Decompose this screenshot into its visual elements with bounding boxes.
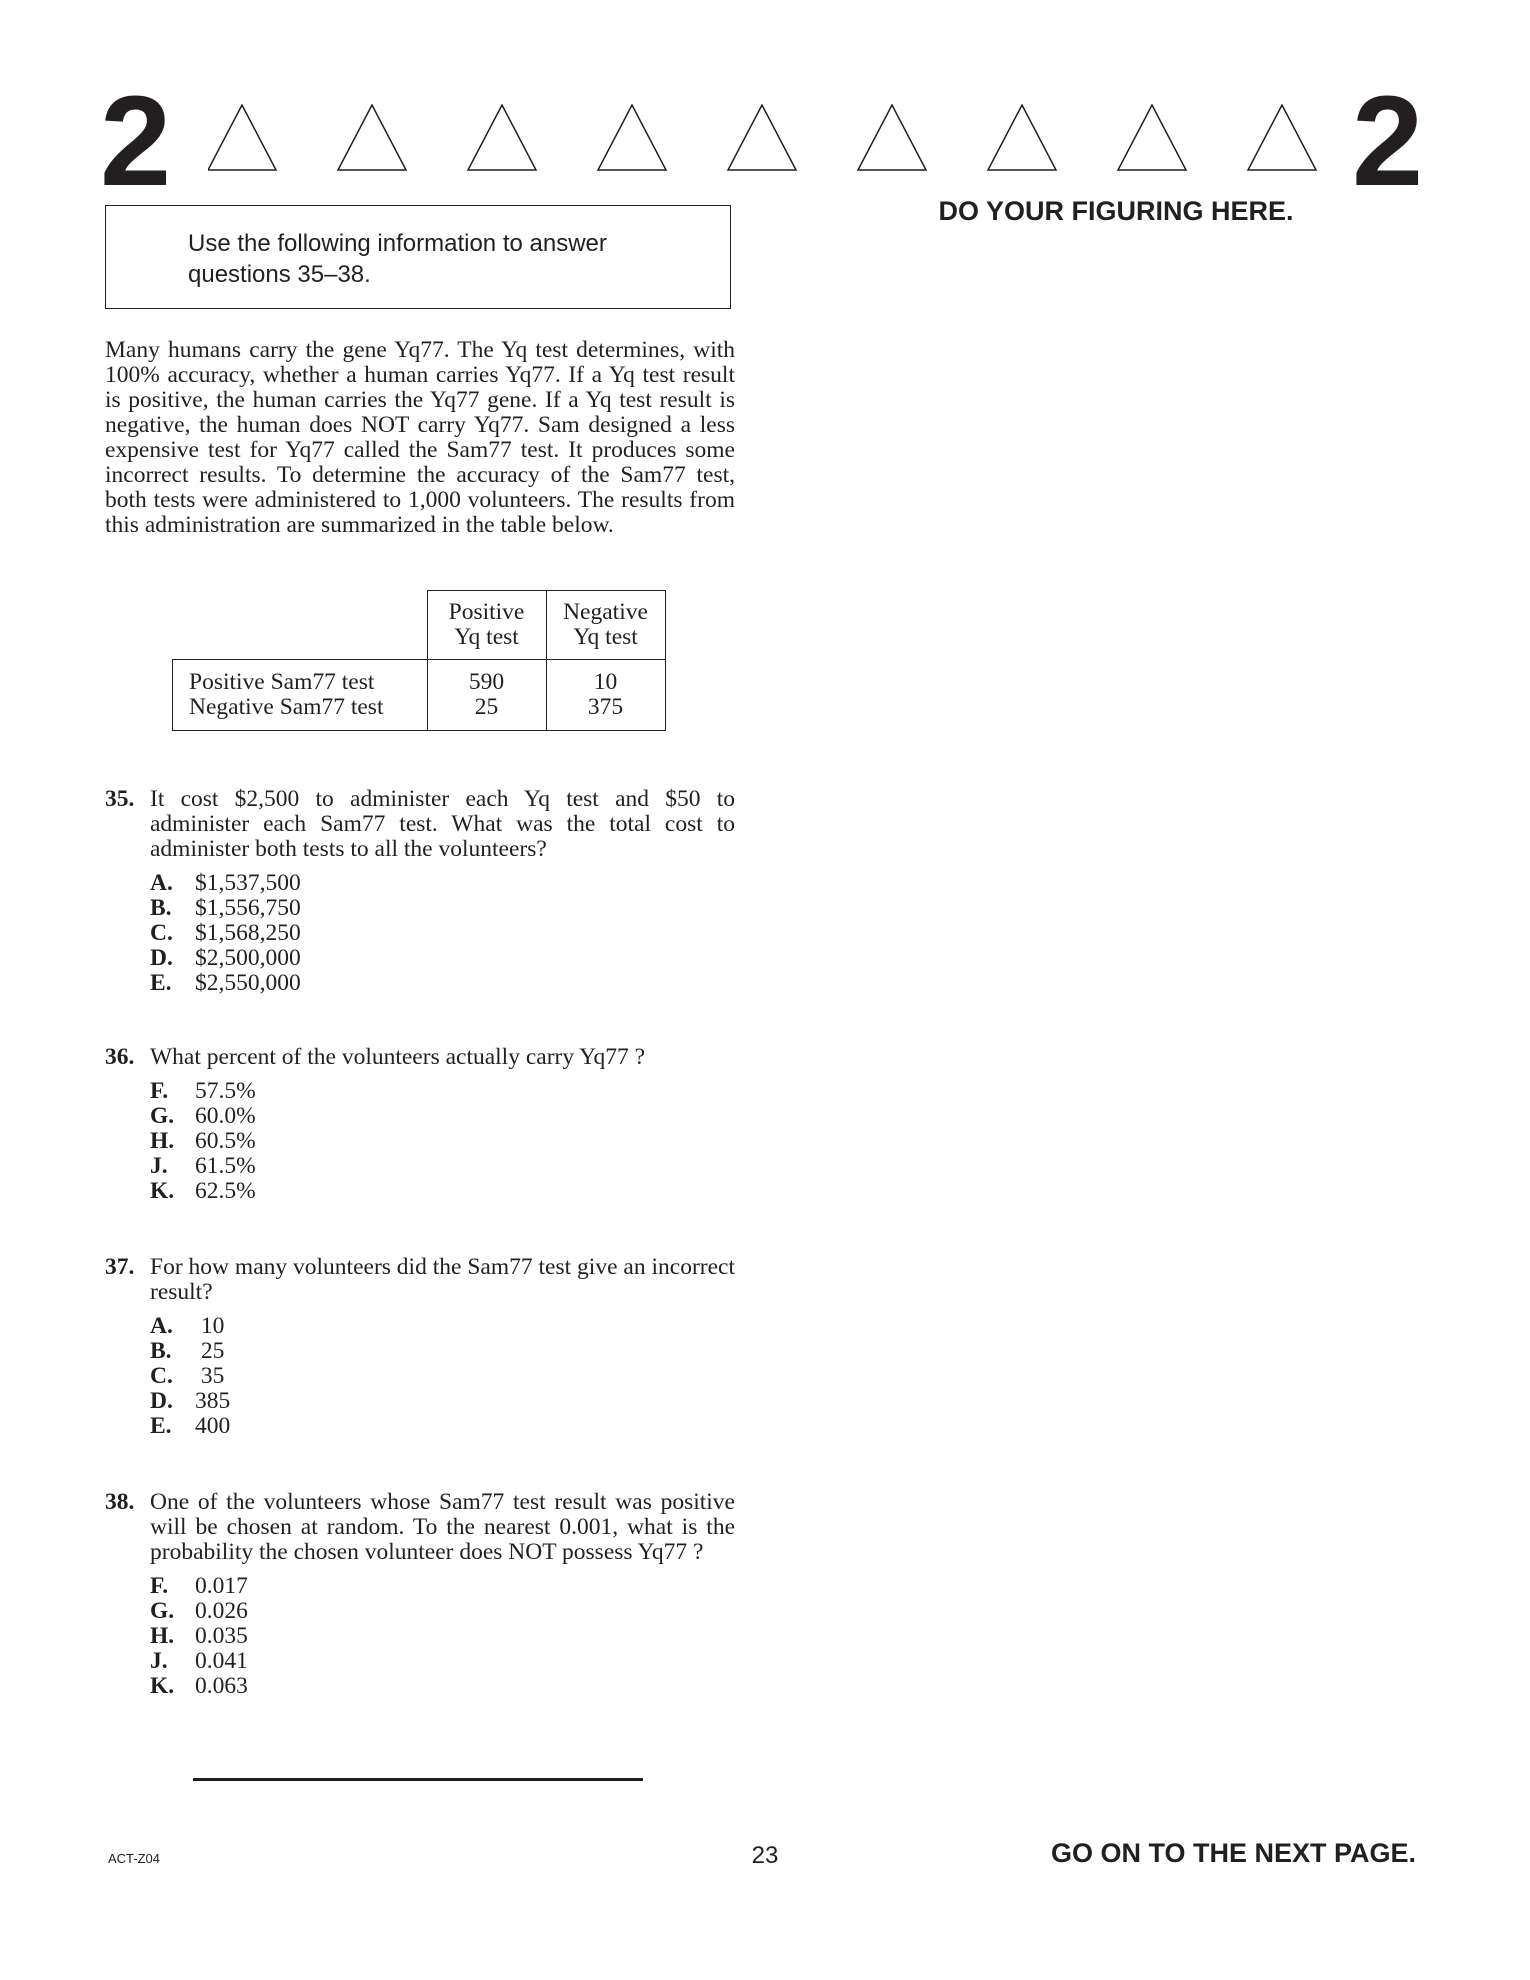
answer-choice[interactable] (150, 1104, 735, 1129)
section-number-left: 2 (100, 70, 172, 213)
page-number: 23 (751, 1842, 779, 1869)
answer-choice[interactable] (150, 871, 735, 896)
triangle-icon (208, 105, 276, 170)
choice-letter: E. (150, 970, 172, 996)
choice-value: 400 (195, 1413, 231, 1439)
question-number: 35. (105, 786, 135, 812)
choice-value: $1,556,750 (195, 895, 301, 921)
triangle-row (208, 104, 1338, 172)
triangle-icon (728, 105, 796, 170)
answer-choice[interactable] (150, 1599, 735, 1624)
section-number-right: 2 (1352, 70, 1424, 213)
answer-choice[interactable] (150, 946, 735, 971)
choice-value: 60.0% (195, 1103, 256, 1129)
choice-value: 10 (195, 1313, 225, 1339)
col-header-line: Yq test (573, 624, 638, 650)
choice-value: 0.041 (195, 1648, 248, 1674)
answer-choice[interactable] (150, 1129, 735, 1154)
col-header-line: Positive (448, 599, 525, 625)
choice-value: $2,550,000 (195, 970, 301, 996)
row-headers (173, 660, 428, 731)
choice-letter: E. (150, 1413, 172, 1439)
question-number: 36. (105, 1044, 135, 1070)
info-box-text: Use the following information to answer questions 35–38. (188, 230, 607, 288)
answer-choice[interactable] (150, 1339, 735, 1364)
choice-letter: K. (150, 1178, 175, 1204)
col-header-line: Yq test (454, 624, 519, 650)
answer-choice[interactable] (150, 1674, 735, 1699)
results-table (172, 590, 666, 731)
question-36 (105, 1045, 735, 1204)
question-text: What percent of the volunteers actually carry Yq77 ? (150, 1044, 646, 1070)
table-cell: 25 (474, 694, 499, 720)
choice-value: 35 (195, 1363, 225, 1389)
choice-list (150, 1574, 735, 1699)
answer-choice[interactable] (150, 1179, 735, 1204)
question-text: One of the volunteers whose Sam77 test result was positive will be chosen at random. To the nearest 0.001, what is the probability the chosen volunteer does NOT possess Yq77 ? (150, 1489, 735, 1565)
row-header-positive-sam77: Positive Sam77 test (189, 669, 375, 695)
form-code: ACT-Z04 (108, 1851, 161, 1866)
choice-value: 0.035 (195, 1623, 248, 1649)
passage: Many humans carry the gene Yq77. The Yq test determines, with 100% accuracy, whether a human carries Yq77. If a Yq test result is positive, the human carries the Yq77 gene. If a Yq test result is negative, the human does NOT carry Yq77. Sam designed a less expensive test for Yq77 called the Sam77 test. It produces some incorrect results. To determine the accuracy of the Sam77 test, both tests were administered to 1,000 volunteers. The results from this administration are summarized in the table below. (105, 337, 735, 538)
answer-choice[interactable] (150, 1154, 735, 1179)
choice-value: 62.5% (195, 1178, 256, 1204)
info-box (105, 205, 731, 309)
table-corner (173, 591, 428, 660)
choice-letter: K. (150, 1673, 175, 1699)
choice-list (150, 871, 735, 996)
question-text: For how many volunteers did the Sam77 test give an incorrect result? (150, 1254, 735, 1305)
triangle-icon (1118, 105, 1186, 170)
answer-choice[interactable] (150, 1624, 735, 1649)
row-header-negative-sam77: Negative Sam77 test (189, 694, 384, 720)
question-text: It cost $2,500 to administer each Yq test and $50 to administer each Sam77 test. What was the total cost to administer both tests to all the volunteers? (150, 786, 735, 862)
choice-letter: A. (150, 1313, 173, 1339)
end-rule (193, 1778, 643, 1781)
choice-letter: J. (150, 1153, 168, 1179)
choice-value: $2,500,000 (195, 945, 301, 971)
figuring-label: DO YOUR FIGURING HERE. (938, 196, 1294, 226)
table-cell: 10 (593, 669, 618, 695)
triangle-icon (858, 105, 926, 170)
answer-choice[interactable] (150, 896, 735, 921)
choice-letter: F. (150, 1573, 169, 1599)
choice-value: 0.026 (195, 1598, 248, 1624)
col-header-positive-yq (427, 591, 546, 660)
choice-letter: H. (150, 1623, 175, 1649)
answer-choice[interactable] (150, 1079, 735, 1104)
answer-choice[interactable] (150, 1574, 735, 1599)
answer-choice[interactable] (150, 1414, 735, 1439)
table-cell: 590 (468, 669, 505, 695)
choice-letter: F. (150, 1078, 169, 1104)
choice-value: 61.5% (195, 1153, 256, 1179)
answer-choice[interactable] (150, 1314, 735, 1339)
answer-choice[interactable] (150, 971, 735, 996)
triangle-icon (988, 105, 1056, 170)
answer-choice[interactable] (150, 1364, 735, 1389)
answer-choice[interactable] (150, 921, 735, 946)
choice-letter: G. (150, 1103, 175, 1129)
triangle-icon (1248, 105, 1316, 170)
choice-letter: C. (150, 1363, 173, 1389)
choice-value: 60.5% (195, 1128, 256, 1154)
choice-letter: H. (150, 1128, 175, 1154)
answer-choice[interactable] (150, 1389, 735, 1414)
choice-letter: C. (150, 920, 173, 946)
triangle-icon (338, 105, 406, 170)
choice-letter: D. (150, 1388, 173, 1414)
table-cell: 375 (587, 694, 624, 720)
question-38 (105, 1490, 735, 1699)
choice-list (150, 1079, 735, 1204)
choice-letter: J. (150, 1648, 168, 1674)
next-page-label: GO ON TO THE NEXT PAGE. (1050, 1838, 1416, 1868)
choice-value: 385 (195, 1388, 231, 1414)
choice-letter: B. (150, 895, 172, 921)
col-negative-yq-values (546, 660, 665, 731)
answer-choice[interactable] (150, 1649, 735, 1674)
choice-value: 0.063 (195, 1673, 248, 1699)
choice-value: 0.017 (195, 1573, 248, 1599)
choice-letter: G. (150, 1598, 175, 1624)
choice-letter: D. (150, 945, 173, 971)
choice-value: 25 (195, 1338, 225, 1364)
triangle-icon (468, 105, 536, 170)
col-positive-yq-values (427, 660, 546, 731)
choice-value: 57.5% (195, 1078, 256, 1104)
choice-letter: B. (150, 1338, 172, 1364)
col-header-negative-yq (546, 591, 665, 660)
triangle-icon (598, 105, 666, 170)
choice-letter: A. (150, 870, 173, 896)
choice-list (150, 1314, 735, 1439)
choice-value: $1,568,250 (195, 920, 301, 946)
question-35 (105, 787, 735, 996)
col-header-line: Negative (563, 599, 648, 625)
question-37 (105, 1255, 735, 1439)
choice-value: $1,537,500 (195, 870, 301, 896)
question-number: 37. (105, 1254, 135, 1280)
question-number: 38. (105, 1489, 135, 1515)
